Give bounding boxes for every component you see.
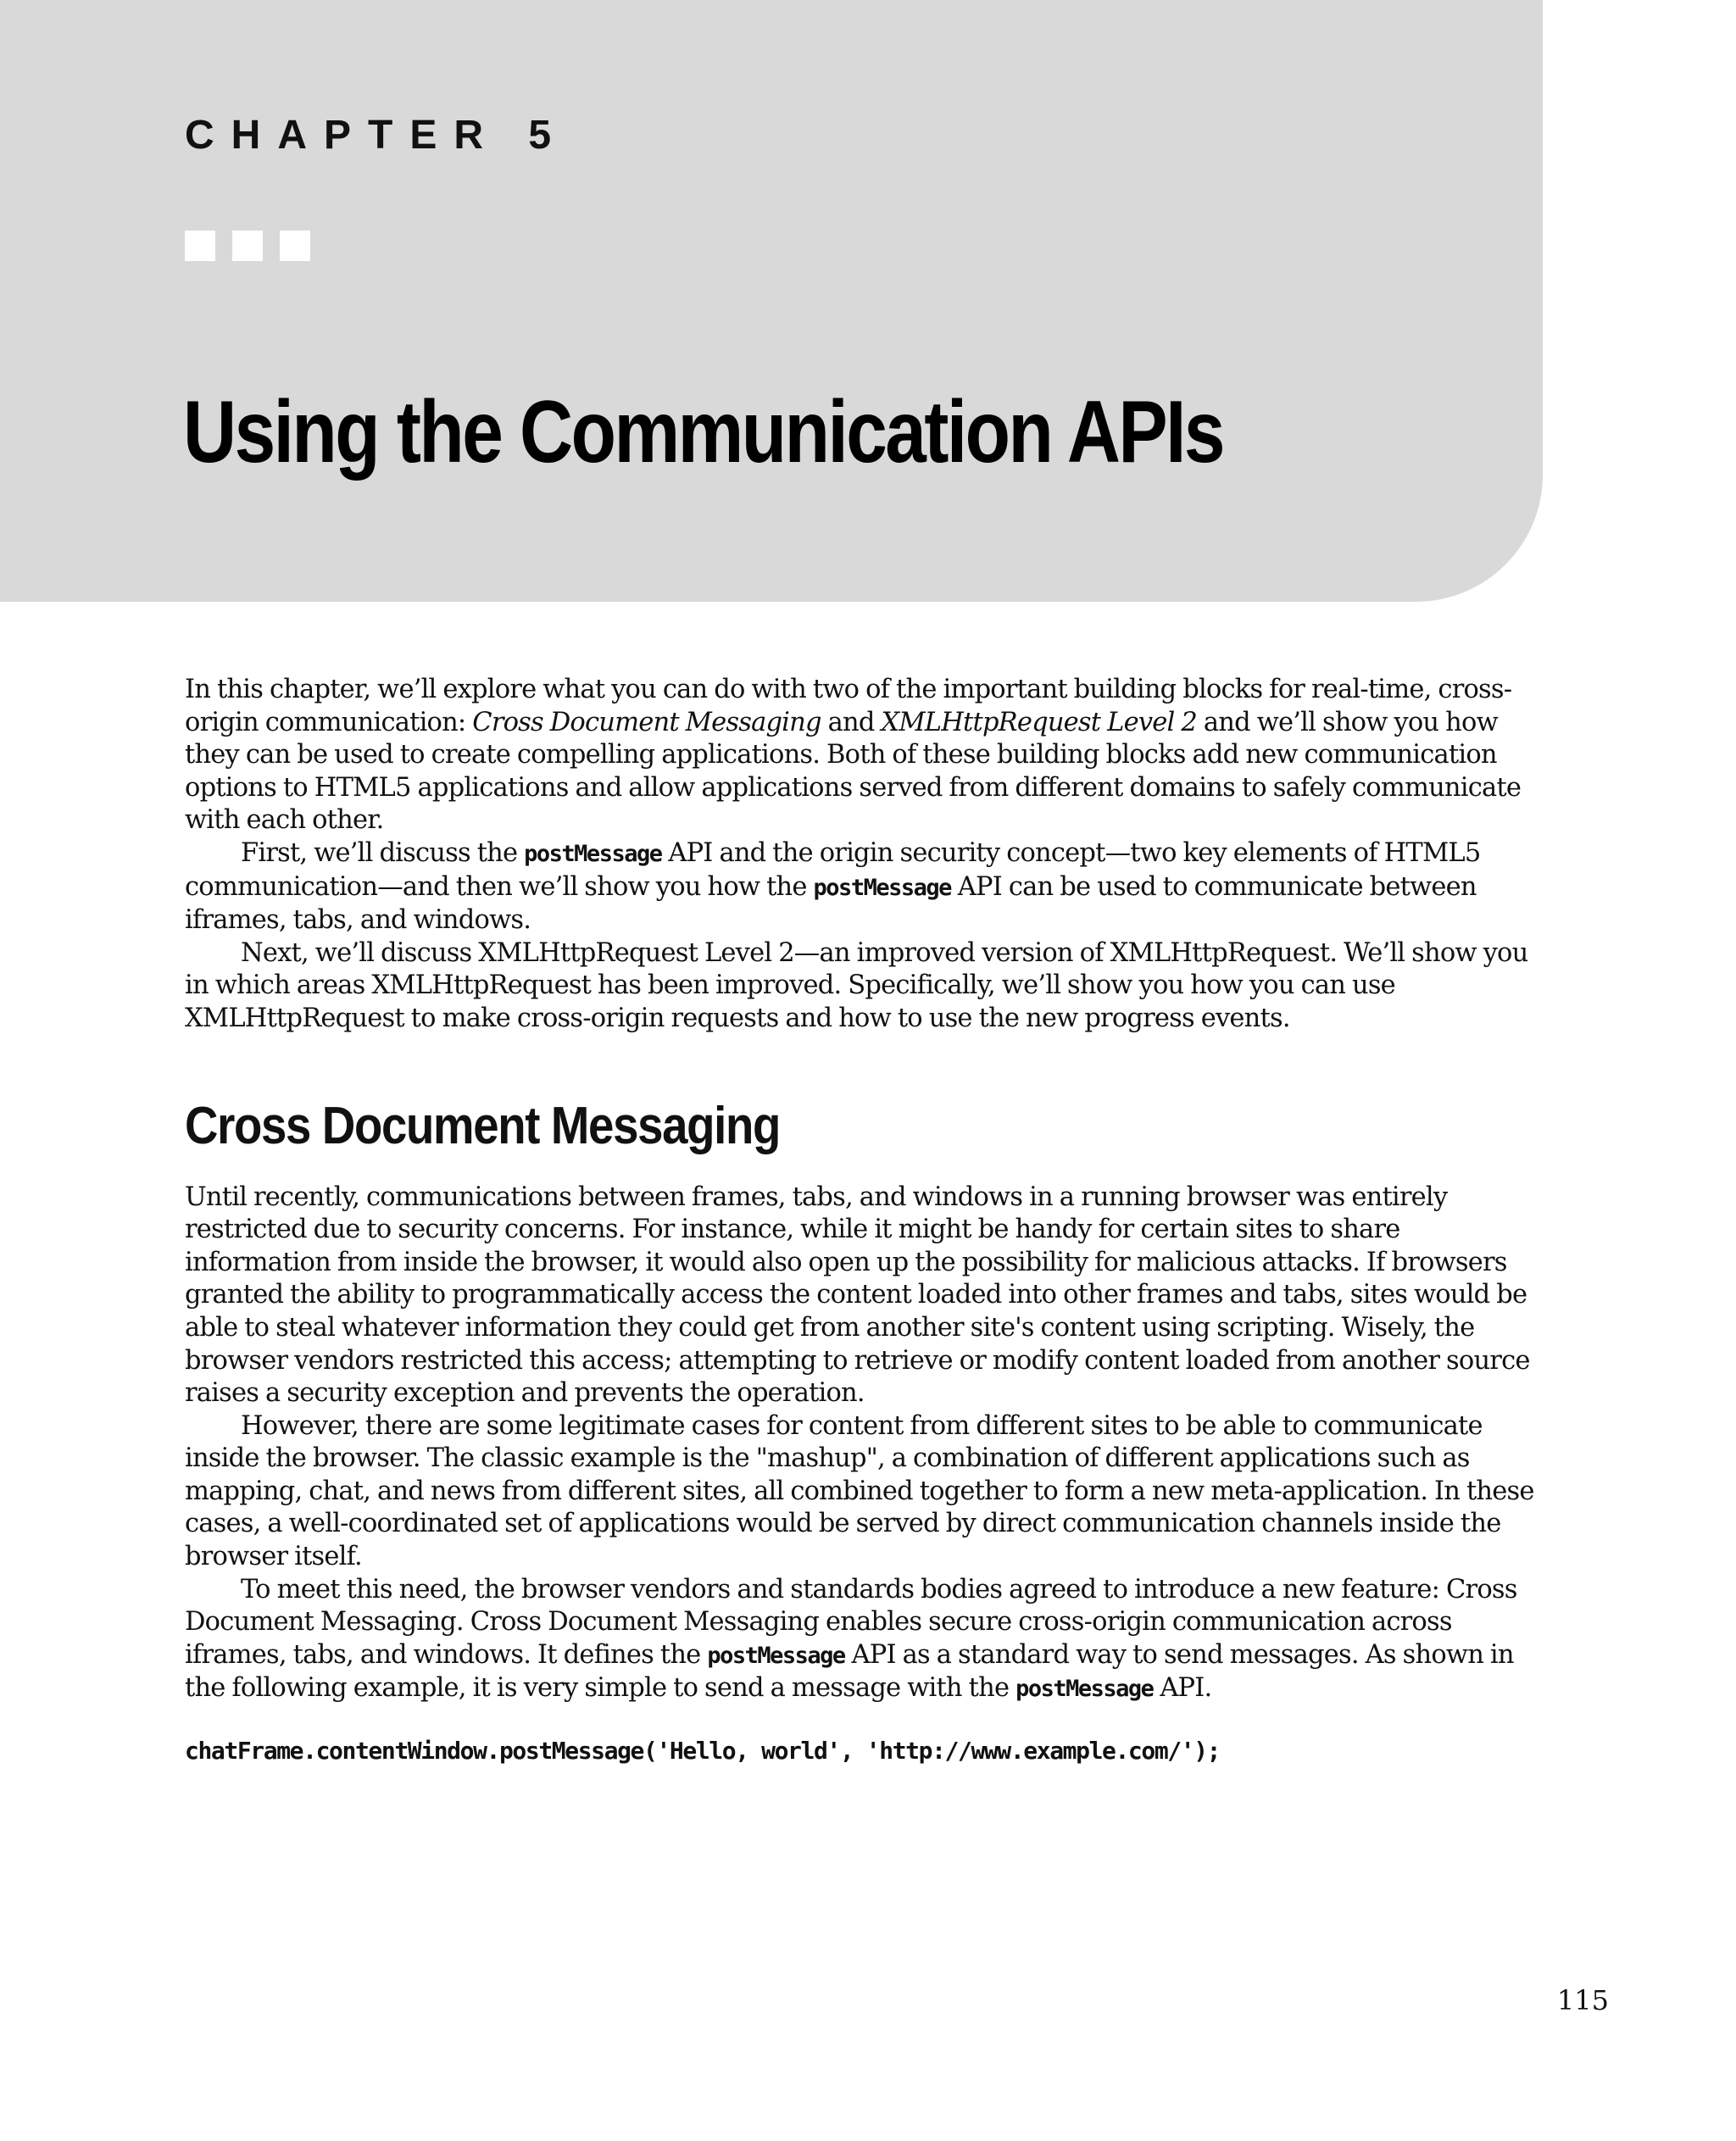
chapter-title: Using the Communication APIs [183, 383, 1224, 481]
text-run: API as a standard way to send messages. As shown in the following example, it is very simple to send a message with the [185, 1639, 1514, 1704]
intro-paragraph-2 [185, 837, 1541, 937]
code-example: chatFrame.contentWindow.postMessage('Hello, world', 'http://www.example.com/'); [185, 1737, 1221, 1766]
text-run: API. [1153, 1673, 1212, 1704]
text-run: First, we’ll discuss the [241, 837, 525, 868]
section-heading: Cross Document Messaging [185, 1096, 781, 1155]
inline-code: postMessage [524, 840, 662, 867]
inline-code: postMessage [813, 874, 951, 901]
page-number: 115 [1556, 1984, 1609, 2016]
text-run: and [821, 707, 882, 737]
page-body [185, 674, 1541, 1767]
text-run: and we’ll show you how they can be used to create compelling applications. Both of these building blocks add new communication options to HTML5 applications and allow applications served from different domains to safely communicate with each other. [185, 707, 1522, 836]
section-paragraph-3 [185, 1574, 1541, 1706]
inline-code: postMessage [707, 1642, 845, 1669]
ornament-square [232, 231, 263, 261]
intro-paragraph-1 [185, 674, 1541, 837]
inline-code: postMessage [1015, 1676, 1154, 1703]
ornament-square [185, 231, 215, 261]
intro-paragraph-3: Next, we’ll discuss XMLHttpRequest Level 2—an improved version of XMLHttpRequest. We’ll show you in which areas XMLHttpRequest has been improved. Specifically, we’ll show you how you can use XMLHttpRequest to make cross-origin requests and how to use the new progress events. [185, 937, 1528, 1033]
emphasis-xmlhttprequest-level-2: XMLHttpRequest Level 2 [881, 707, 1197, 737]
section-paragraph-2: However, there are some legitimate cases for content from different sites to be able to communicate inside the browser. The classic example is the "mashup", a combination of different applications such as mapping, chat, and news from different sites, all combined together to form a new meta-application. In these cases, a well-coordinated set of applications would be served by direct communication channels inside the browser itself. [185, 1410, 1534, 1572]
text-run: To meet this need, the browser vendors and standards bodies agreed to introduce a new feature: Cross Document Messaging. Cross Document Messaging enables secure cross-origin communication across iframes, tabs, and windows. It defines the [185, 1574, 1517, 1670]
text-run: API and the origin security concept—two key elements of HTML5 communication—and then we’ll show you how the [185, 837, 1481, 902]
chapter-header-band [0, 0, 1543, 602]
chapter-ornament [185, 231, 310, 261]
emphasis-cross-document-messaging: Cross Document Messaging [472, 707, 821, 737]
section-paragraph-1: Until recently, communications between frames, tabs, and windows in a running browser was entirely restricted due to security concerns. For instance, while it might be handy for certain sites to share information from inside the browser, it would also open up the possibility for malicious attacks. If browsers granted the ability to programmatically access the content loaded into other frames and tabs, sites would be able to steal whatever information they could get from another site's content using scripting. Wisely, the browser vendors restricted this access; attempting to retrieve or modify content loaded from another source raises a security exception and prevents the operation. [185, 1182, 1530, 1409]
chapter-label: CHAPTER 5 [185, 113, 569, 158]
text-run: In this chapter, we’ll explore what you can do with two of the important building blocks for real-time, cross-origin communication: [185, 675, 1512, 737]
ornament-square [280, 231, 310, 261]
text-run: API can be used to communicate between iframes, tabs, and windows. [185, 871, 1477, 936]
